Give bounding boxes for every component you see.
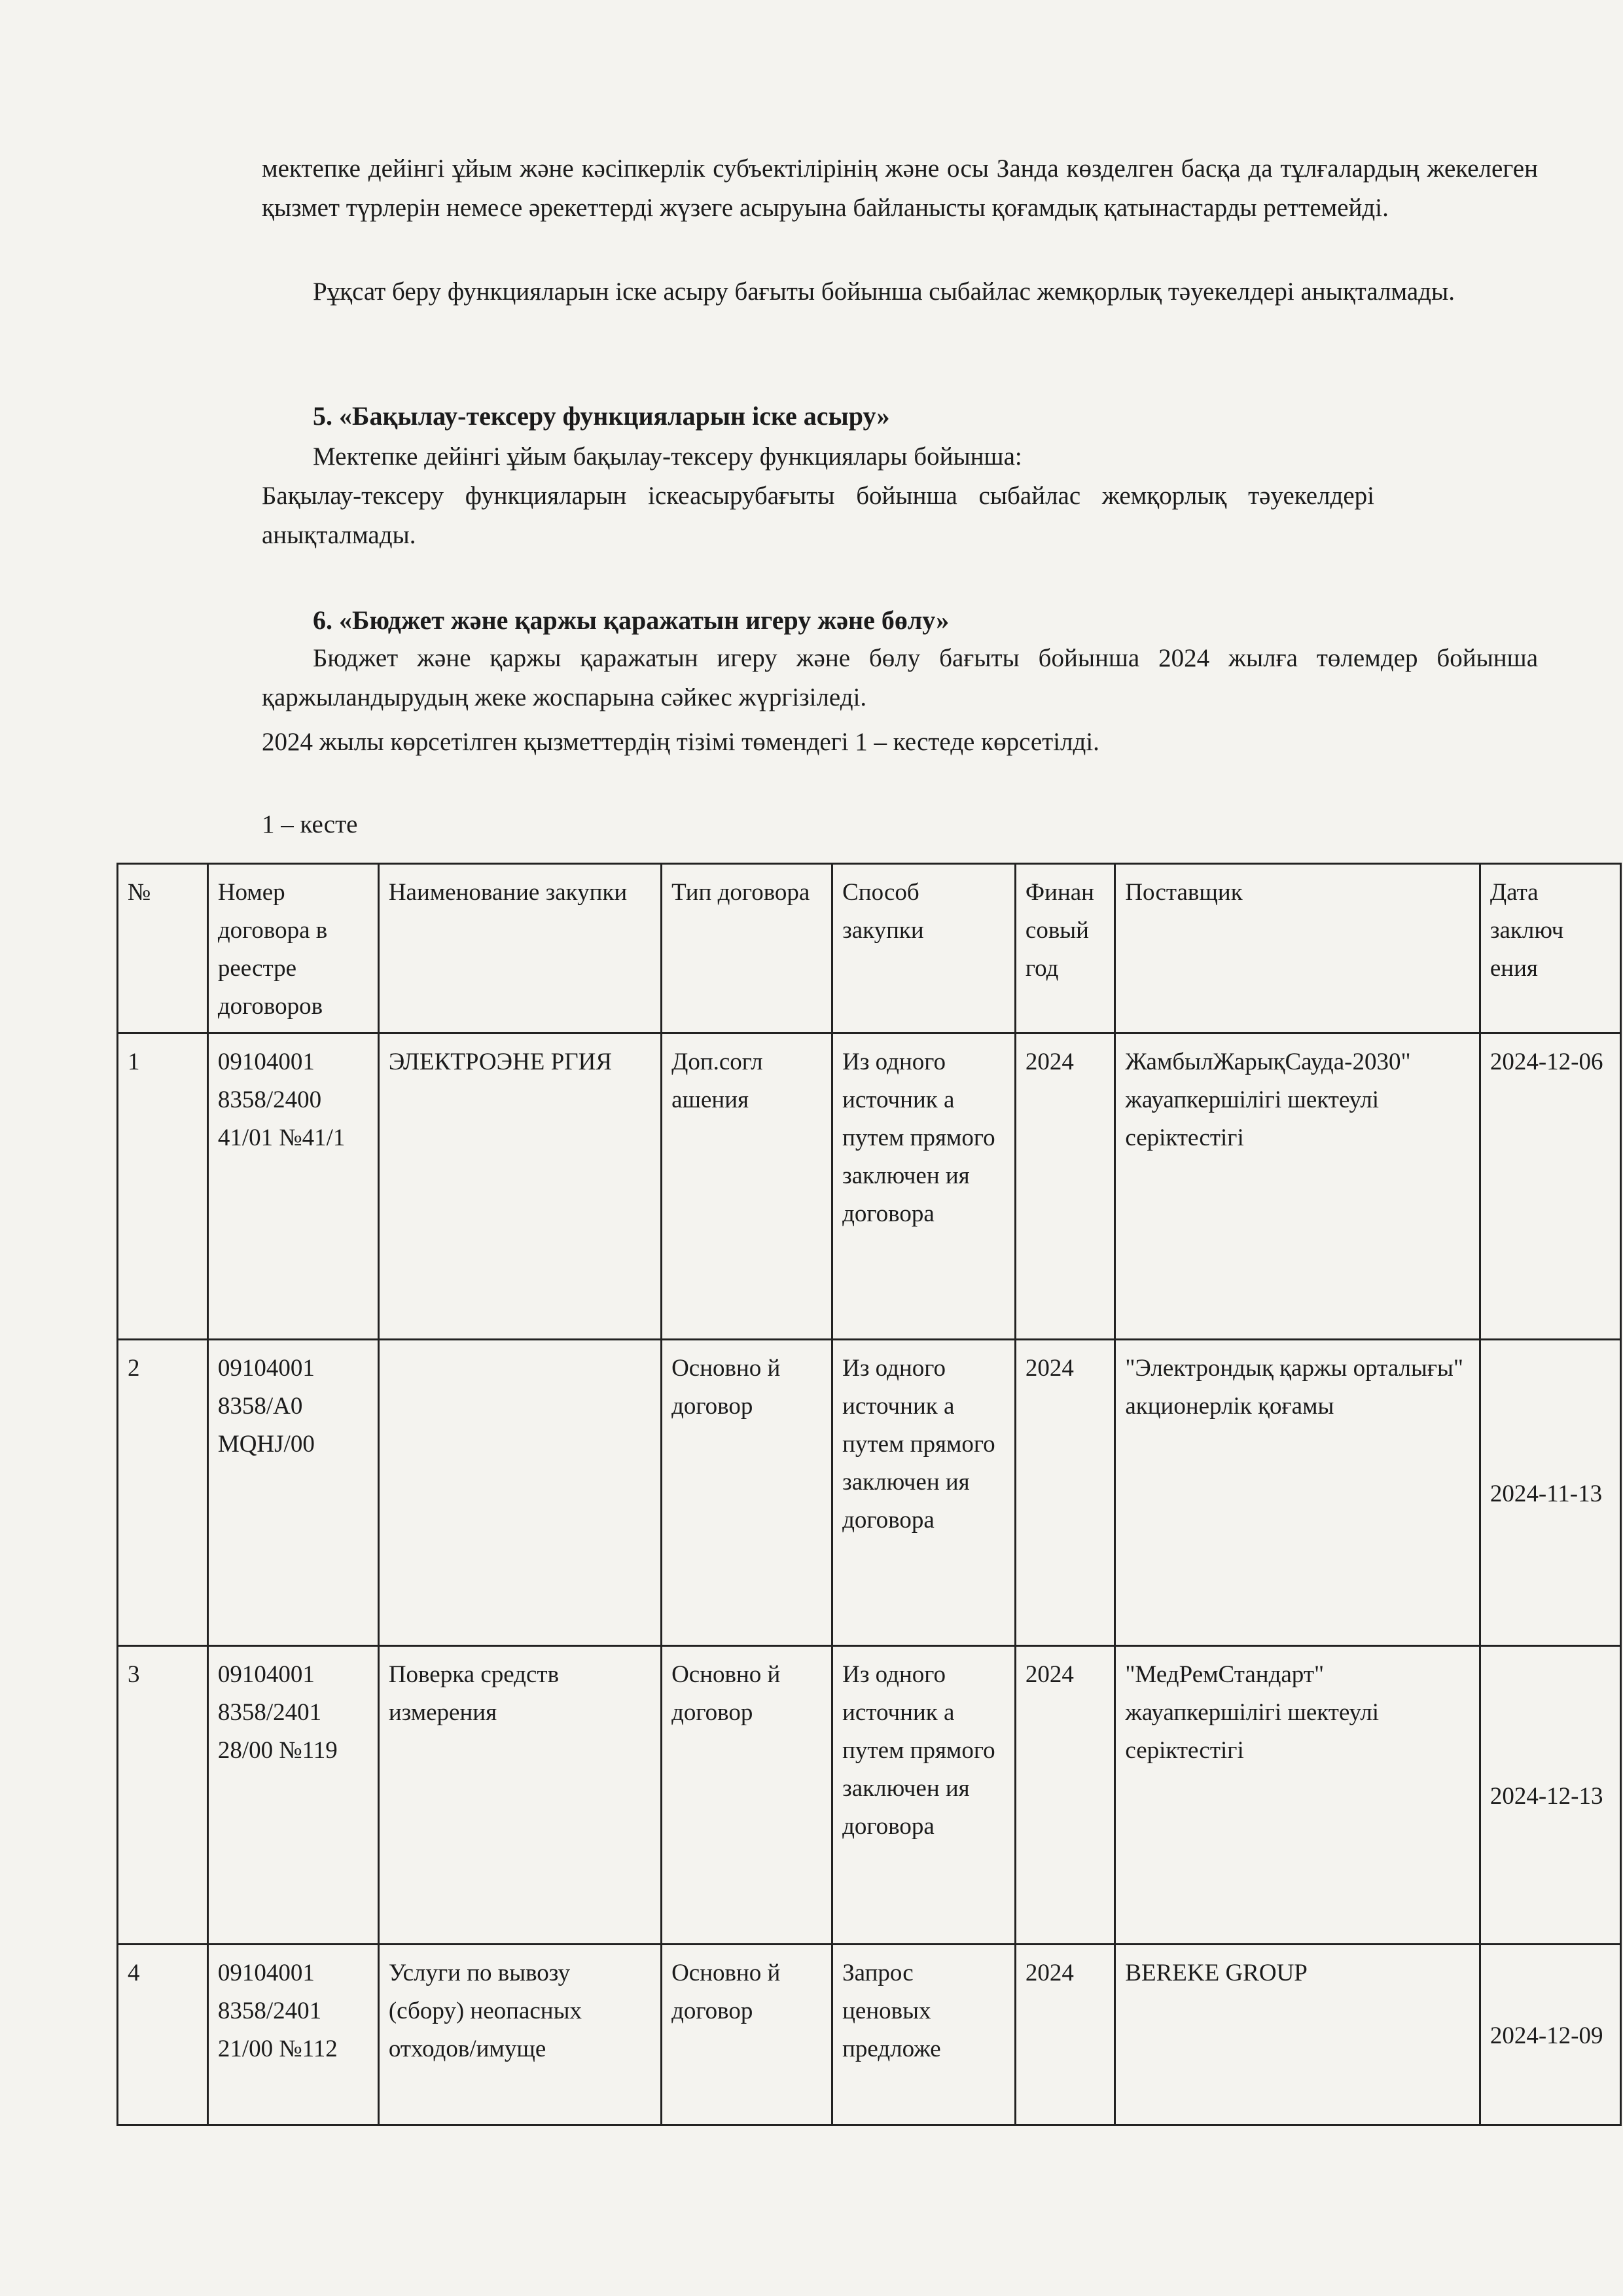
table-caption: 1 – кесте [262, 810, 358, 838]
table-row [118, 1340, 1621, 1646]
cell-conclusion-date: 2024-12-06 [1480, 1033, 1620, 1340]
cell-purchase-name [378, 1340, 661, 1646]
cell-conclusion-date: 2024-12-09 [1480, 1945, 1620, 2125]
intro-paragraph-2: Рұқсат беру функцияларын іске асыру бағыты бойынша сыбайлас жемқорлық тәуекелдері анықталмады. [313, 278, 1455, 306]
cell-number: 2 [118, 1340, 208, 1646]
cell-fiscal-year: 2024 [1015, 1646, 1115, 1945]
table-row [118, 1646, 1621, 1945]
table-header-row [118, 864, 1621, 1033]
header-contract-type: Тип договора [662, 864, 832, 1033]
cell-purchase-method: Из одного источник а путем прямого заключен ия договора [832, 1646, 1016, 1945]
cell-contract-type: Доп.согл ашения [662, 1033, 832, 1340]
cell-fiscal-year: 2024 [1015, 1945, 1115, 2125]
cell-supplier: BEREKE GROUP [1115, 1945, 1480, 2125]
header-fiscal-year: Финан совый год [1015, 864, 1115, 1033]
cell-registry-number: 09104001 8358/2401 28/00 №119 [207, 1646, 378, 1945]
section-6-paragraph-2: 2024 жылы көрсетілген қызметтердің тізімі төмендегі 1 – кестеде көрсетілді. [262, 728, 1099, 756]
cell-purchase-method: Из одного источник а путем прямого заключен ия договора [832, 1033, 1016, 1340]
cell-number: 3 [118, 1646, 208, 1945]
cell-contract-type: Основно й договор [662, 1945, 832, 2125]
section-5-paragraph-1: Мектепке дейінгі ұйым бақылау-тексеру функциялары бойынша: [313, 442, 1022, 471]
section-6-paragraph-1: Бюджет және қаржы қаражатын игеру және бөлу бағыты бойынша 2024 жылға төлемдер бойынша қаржыландырудың жеке жоспарына сәйкес жүргізіледі. [262, 644, 1538, 711]
table-row [118, 1945, 1621, 2125]
cell-number: 1 [118, 1033, 208, 1340]
header-purchase-name: Наименование закупки [378, 864, 661, 1033]
cell-supplier: "Электрондық қаржы орталығы" акционерлік қоғамы [1115, 1340, 1480, 1646]
intro-paragraph-1: мектепке дейінгі ұйым және кәсіпкерлік субъектілірінің және осы Занда көзделген басқа да тұлғалардың жекелеген қызмет түрлерін немесе әрекеттерді жүзеге асыруына байланысты қоғамдық қатынастарды реттемейді. [262, 154, 1538, 222]
header-supplier: Поставщик [1115, 864, 1480, 1033]
cell-purchase-name: ЭЛЕКТРОЭНЕ РГИЯ [378, 1033, 661, 1340]
cell-purchase-name: Поверка средств измерения [378, 1646, 661, 1945]
cell-contract-type: Основно й договор [662, 1340, 832, 1646]
cell-fiscal-year: 2024 [1015, 1033, 1115, 1340]
cell-registry-number: 09104001 8358/2400 41/01 №41/1 [207, 1033, 378, 1340]
cell-supplier: ЖамбылЖарықСауда-2030" жауапкершілігі шектеулі серіктестігі [1115, 1033, 1480, 1340]
header-registry-number: Номер договора в реестре договоров [207, 864, 378, 1033]
contracts-table [116, 863, 1622, 2126]
cell-purchase-method: Запрос ценовых предложе [832, 1945, 1016, 2125]
cell-fiscal-year: 2024 [1015, 1340, 1115, 1646]
header-number: № [118, 864, 208, 1033]
cell-registry-number: 09104001 8358/A0 MQHJ/00 [207, 1340, 378, 1646]
section-5-heading: 5. «Бақылау-тексеру функцияларын іске асыру» [313, 401, 890, 431]
section-6-heading: 6. «Бюджет және қаржы қаражатын игеру және бөлу» [313, 605, 950, 635]
section-5-paragraph-2: Бақылау-тексеру функцияларын іскеасырубағыты бойынша сыбайлас жемқорлық тәуекелдері анықталмады. [262, 482, 1374, 549]
table-row [118, 1033, 1621, 1340]
cell-conclusion-date: 2024-11-13 [1480, 1340, 1620, 1646]
cell-supplier: "МедРемСтандарт" жауапкершілігі шектеулі серіктестігі [1115, 1646, 1480, 1945]
cell-number: 4 [118, 1945, 208, 2125]
cell-contract-type: Основно й договор [662, 1646, 832, 1945]
cell-purchase-name: Услуги по вывозу (сбору) неопасных отходов/имуще [378, 1945, 661, 2125]
cell-purchase-method: Из одного источник а путем прямого заключен ия договора [832, 1340, 1016, 1646]
cell-registry-number: 09104001 8358/2401 21/00 №112 [207, 1945, 378, 2125]
cell-conclusion-date: 2024-12-13 [1480, 1646, 1620, 1945]
header-conclusion-date: Дата заключ ения [1480, 864, 1620, 1033]
header-purchase-method: Способ закупки [832, 864, 1016, 1033]
